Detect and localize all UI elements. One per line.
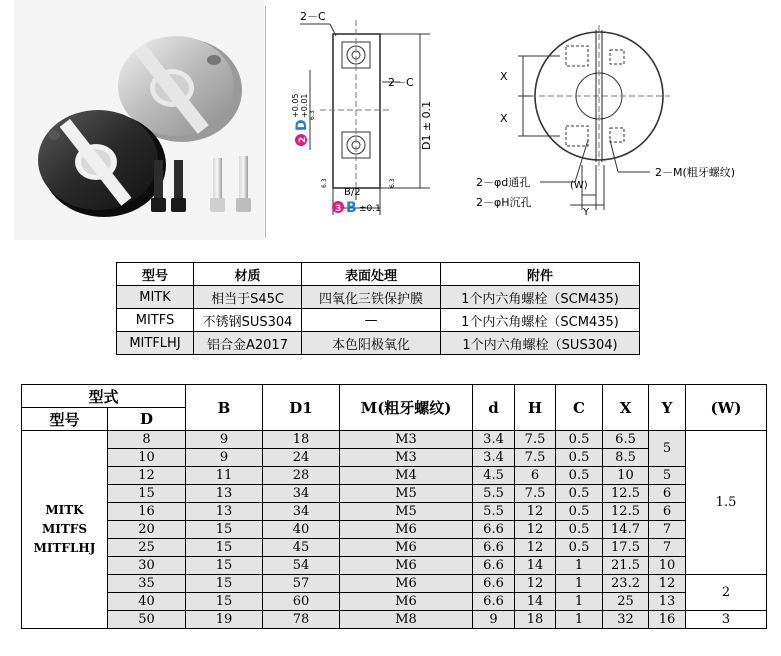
dim-cell-y: 12 (649, 575, 686, 593)
dim-cell-x: 10 (603, 467, 649, 485)
label-b-letter: B (346, 200, 357, 216)
dim-cell-x: 8.5 (603, 449, 649, 467)
dim-model-name: MITFLHJ (33, 541, 96, 555)
spec-header-finish: 表面处理 (302, 263, 441, 286)
dim-cell-c: 0.5 (556, 467, 603, 485)
dim-cell-m: M6 (340, 593, 473, 611)
dim-cell-d-small: 3.4 (473, 449, 515, 467)
dim-cell-m: M6 (340, 575, 473, 593)
collar-photo-illustration (14, 0, 264, 240)
dim-cell-m: M3 (340, 449, 473, 467)
dim-cell-d-small: 6.6 (473, 539, 515, 557)
technical-drawing (270, 0, 781, 245)
dim-cell-h: 14 (515, 593, 556, 611)
dim-cell-d: 12 (108, 467, 186, 485)
label-counterbore: 2－φH沉孔 (476, 196, 532, 209)
label-d-letter: D (294, 119, 310, 131)
dim-row (22, 503, 767, 521)
dim-cell-h: 6 (515, 467, 556, 485)
dim-header-model: 型号 (22, 408, 108, 431)
dim-cell-d: 40 (108, 593, 186, 611)
spec-finish: — (302, 309, 441, 332)
dim-cell-c: 0.5 (556, 521, 603, 539)
spec-material: 相当于S45C (194, 286, 302, 309)
label-d-tol-top: +0.05 (291, 93, 300, 118)
dim-row (22, 539, 767, 557)
dim-cell-d-small: 6.6 (473, 575, 515, 593)
dim-cell-y: 7 (649, 539, 686, 557)
dim-cell-d: 25 (108, 539, 186, 557)
dim-cell-b: 9 (186, 431, 263, 449)
label-screw: 2－M(粗牙螺纹) (655, 166, 736, 179)
label-b-num: 3 (335, 204, 342, 214)
dim-cell-b: 11 (186, 467, 263, 485)
dim-cell-x: 32 (603, 611, 649, 629)
dim-cell-c: 0.5 (556, 449, 603, 467)
dim-cell-y: 16 (649, 611, 686, 629)
dim-header-w: (W) (686, 385, 767, 431)
spec-row (117, 332, 640, 355)
label-x-2: X (500, 112, 508, 125)
dim-cell-m: M3 (340, 431, 473, 449)
dim-cell-d1: 18 (263, 431, 340, 449)
dim-cell-c: 0.5 (556, 431, 603, 449)
dim-cell-d: 10 (108, 449, 186, 467)
dim-cell-x: 25 (603, 593, 649, 611)
dim-cell-c: 1 (556, 611, 603, 629)
dim-row (22, 611, 767, 629)
dim-cell-d: 8 (108, 431, 186, 449)
dim-cell-d-small: 4.5 (473, 467, 515, 485)
dim-cell-b: 19 (186, 611, 263, 629)
dim-row (22, 593, 767, 611)
dim-cell-h: 14 (515, 557, 556, 575)
label-w: (W) (570, 180, 588, 191)
dim-cell-d-small: 6.6 (473, 557, 515, 575)
label-b-half: B/2 (344, 187, 361, 198)
dim-cell-d1: 40 (263, 521, 340, 539)
dim-cell-d-small: 5.5 (473, 485, 515, 503)
dim-cell-c: 0.5 (556, 539, 603, 557)
divider-line (265, 6, 266, 238)
spec-finish: 四氧化三铁保护膜 (302, 286, 441, 309)
dim-cell-c: 1 (556, 593, 603, 611)
dim-cell-h: 18 (515, 611, 556, 629)
dim-cell-y: 13 (649, 593, 686, 611)
dim-cell-h: 7.5 (515, 431, 556, 449)
dim-model-name: MITK (45, 503, 84, 517)
spec-header-model: 型号 (117, 263, 194, 286)
black-bolt-icon (151, 160, 186, 212)
dim-model-cell (22, 431, 108, 629)
dim-header-row-1 (22, 385, 767, 408)
dim-cell-y: 10 (649, 557, 686, 575)
spec-header-row (117, 263, 640, 286)
dim-cell-h: 12 (515, 521, 556, 539)
dim-cell-y: 7 (649, 521, 686, 539)
dim-cell-x: 6.5 (603, 431, 649, 449)
dim-cell-m: M6 (340, 557, 473, 575)
dim-cell-d1: 54 (263, 557, 340, 575)
dim-cell-d: 15 (108, 485, 186, 503)
spec-accessory: 1个内六角螺栓（SCM435) (441, 286, 640, 309)
spec-row (117, 286, 640, 309)
dim-cell-x: 14.7 (603, 521, 649, 539)
dim-cell-c: 1 (556, 557, 603, 575)
dim-row (22, 521, 767, 539)
dim-cell-d-small: 9 (473, 611, 515, 629)
dim-header-b: B (186, 385, 263, 431)
spec-header-material: 材质 (194, 263, 302, 286)
spec-table (116, 262, 640, 355)
label-d1: D1 ± 0.1 (420, 100, 433, 150)
dim-cell-y: 6 (649, 485, 686, 503)
dim-cell-h: 12 (515, 503, 556, 521)
dim-cell-m: M5 (340, 503, 473, 521)
dim-cell-h: 12 (515, 539, 556, 557)
dim-cell-x: 12.5 (603, 485, 649, 503)
dim-header-h: H (515, 385, 556, 431)
dim-cell-d: 35 (108, 575, 186, 593)
dim-cell-w: 3 (686, 611, 767, 629)
dim-cell-d: 16 (108, 503, 186, 521)
dim-cell-x: 23.2 (603, 575, 649, 593)
dim-cell-d-small: 5.5 (473, 503, 515, 521)
spec-material: 不锈钢SUS304 (194, 309, 302, 332)
dim-cell-d-small: 6.6 (473, 521, 515, 539)
spec-model: MITFS (117, 309, 194, 332)
dim-cell-d1: 45 (263, 539, 340, 557)
dim-cell-b: 13 (186, 485, 263, 503)
dim-cell-y: 5 (649, 431, 686, 467)
dim-cell-d1: 60 (263, 593, 340, 611)
dim-cell-d: 20 (108, 521, 186, 539)
label-2c-side: 2－C (388, 76, 414, 89)
dim-cell-m: M5 (340, 485, 473, 503)
dim-row (22, 467, 767, 485)
surface-mark-1: 6.3 (309, 110, 316, 120)
dim-header-d1: D1 (263, 385, 340, 431)
dim-cell-w: 2 (686, 575, 767, 611)
dim-cell-d1: 34 (263, 485, 340, 503)
spec-model: MITK (117, 286, 194, 309)
dim-cell-h: 7.5 (515, 449, 556, 467)
spec-row (117, 309, 640, 332)
dim-cell-y: 5 (649, 467, 686, 485)
dim-cell-h: 12 (515, 575, 556, 593)
label-2c-top: 2－C (300, 10, 326, 23)
dim-cell-b: 15 (186, 593, 263, 611)
dim-cell-m: M6 (340, 539, 473, 557)
dim-cell-m: M4 (340, 467, 473, 485)
spec-finish: 本色阳极氧化 (302, 332, 441, 355)
dim-cell-b: 15 (186, 557, 263, 575)
dim-cell-m: M6 (340, 521, 473, 539)
product-photo (14, 0, 264, 240)
dimension-table (21, 384, 767, 629)
dim-cell-d: 50 (108, 611, 186, 629)
dim-cell-w: 1.5 (686, 431, 767, 575)
dim-cell-d: 30 (108, 557, 186, 575)
dim-cell-b: 15 (186, 575, 263, 593)
dim-row (22, 485, 767, 503)
dim-cell-d1: 24 (263, 449, 340, 467)
dim-header-y: Y (649, 385, 686, 431)
label-d-tol-bottom: +0.01 (300, 93, 309, 118)
spec-accessory: 1个内六角螺栓（SCM435) (441, 309, 640, 332)
label-through-hole: 2－φd通孔 (476, 176, 531, 189)
dim-cell-x: 12.5 (603, 503, 649, 521)
dim-cell-y: 6 (649, 503, 686, 521)
spec-model: MITFLHJ (117, 332, 194, 355)
label-b-tol: ±0.1 (359, 204, 381, 214)
dim-model-name: MITFS (41, 522, 87, 536)
spec-accessory: 1个内六角螺栓（SUS304) (441, 332, 640, 355)
dim-header-c: C (556, 385, 603, 431)
label-y: Y (583, 207, 590, 218)
dim-cell-d-small: 6.6 (473, 593, 515, 611)
dim-header-m: M(粗牙螺纹) (340, 385, 473, 431)
dim-cell-d1: 78 (263, 611, 340, 629)
surface-mark-2: 6.3 (321, 178, 328, 188)
label-x-1: X (500, 70, 508, 83)
dim-row (22, 431, 767, 449)
dim-cell-c: 1 (556, 575, 603, 593)
dim-header-x: X (603, 385, 649, 431)
dim-row (22, 557, 767, 575)
dim-header-type: 型式 (22, 385, 186, 408)
dim-cell-c: 0.5 (556, 485, 603, 503)
spec-header-accessory: 附件 (441, 263, 640, 286)
dim-cell-x: 17.5 (603, 539, 649, 557)
spec-material: 铝合金A2017 (194, 332, 302, 355)
dim-cell-b: 15 (186, 521, 263, 539)
dim-cell-d1: 28 (263, 467, 340, 485)
dim-cell-b: 13 (186, 503, 263, 521)
dim-cell-m: M8 (340, 611, 473, 629)
dim-cell-x: 21.5 (603, 557, 649, 575)
dim-cell-d1: 57 (263, 575, 340, 593)
dim-cell-d-small: 3.4 (473, 431, 515, 449)
dim-header-d: D (108, 408, 186, 431)
dim-header-d-small: d (473, 385, 515, 431)
silver-bolt-icon (210, 156, 251, 212)
label-d-num: 2 (298, 136, 308, 143)
dim-cell-c: 0.5 (556, 503, 603, 521)
dim-cell-d1: 34 (263, 503, 340, 521)
dim-cell-b: 9 (186, 449, 263, 467)
dim-row (22, 575, 767, 593)
surface-mark-3: 6.3 (389, 178, 396, 188)
dim-cell-h: 7.5 (515, 485, 556, 503)
dim-cell-b: 15 (186, 539, 263, 557)
